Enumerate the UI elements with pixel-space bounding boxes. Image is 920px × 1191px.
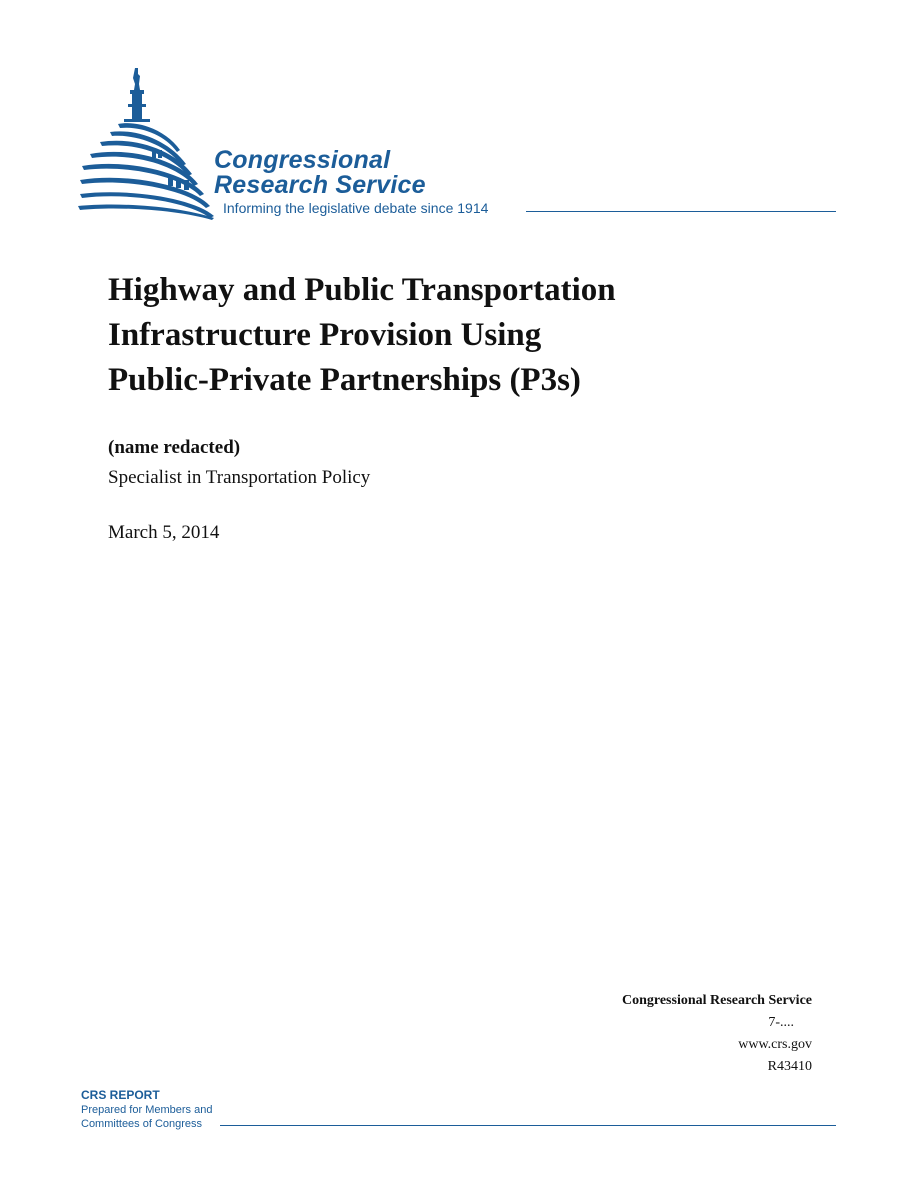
crs-report-label: CRS REPORT: [81, 1088, 160, 1102]
report-title: [108, 268, 748, 403]
footer-org: Congressional Research Service: [621, 993, 812, 1008]
logo-tagline: Informing the legislative debate since 1914: [223, 200, 489, 216]
author-role: Specialist in Transportation Policy: [108, 467, 371, 488]
title-line-2: Infrastructure Provision Using: [108, 317, 542, 353]
crs-logo: [78, 66, 838, 221]
footer-report-number: R43410: [767, 1059, 812, 1074]
bottom-rule: [220, 1125, 836, 1126]
footer-website: www.crs.gov: [738, 1037, 812, 1052]
crs-report-line-3: Committees of Congress: [81, 1118, 203, 1130]
title-line-1: Highway and Public Transportation: [108, 272, 616, 308]
tagline-rule: [526, 211, 836, 212]
author-name: (name redacted): [108, 437, 241, 458]
logo-line-research-service: Research Service: [214, 171, 426, 199]
logo-line-congressional: Congressional: [214, 146, 391, 174]
footer-code: 7-....: [768, 1015, 794, 1030]
crs-report-line-2: Prepared for Members and: [81, 1104, 213, 1116]
report-date: March 5, 2014: [108, 522, 220, 543]
crs-report-block: [81, 1088, 212, 1131]
capitol-dome-icon: [78, 66, 218, 221]
footer-info: [622, 990, 812, 1078]
title-line-3: Public-Private Partnerships (P3s): [108, 362, 581, 398]
